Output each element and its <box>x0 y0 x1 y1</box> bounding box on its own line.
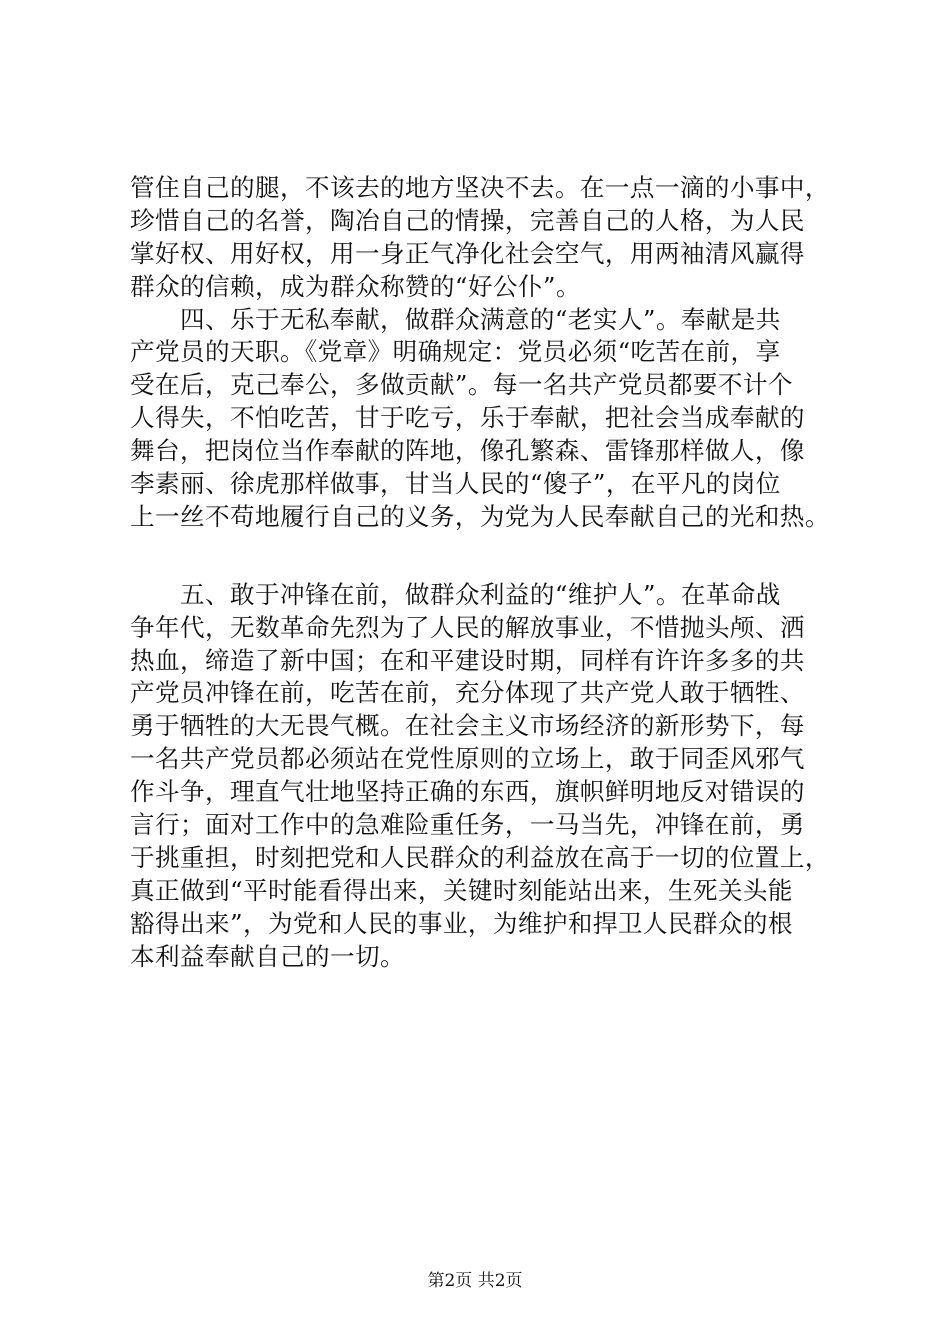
text-line: 珍惜自己的名誉，陶冶自己的情操，完善自己的人格，为人民 <box>130 205 805 235</box>
text-line: 争年代，无数革命先烈为了人民的解放事业，不惜抛头颅、洒 <box>130 612 805 642</box>
text-line: 群众的信赖，成为群众称赞的“好公仆”。 <box>130 271 581 301</box>
text-line: 受在后，克己奉公，多做贡献”。每一名共产党员都要不计个 <box>130 370 793 400</box>
text-line: 作斗争，理直气壮地坚持正确的东西，旗帜鲜明地反对错误的 <box>130 777 805 807</box>
text-line: 于挑重担，时刻把党和人民群众的利益放在高于一切的位置上， <box>130 842 830 872</box>
text-line: 勇于牺牲的大无畏气概。在社会主义市场经济的新形势下，每 <box>130 711 805 741</box>
text-line: 人得失，不怕吃苦，甘于吃亏，乐于奉献，把社会当成奉献的 <box>130 403 805 433</box>
paragraph-1 <box>130 172 834 304</box>
text-line: 言行；面对工作中的急难险重任务，一马当先，冲锋在前，勇 <box>130 810 805 840</box>
text-line: 真正做到“平时能看得出来，关键时刻能站出来，生死关头能 <box>130 875 793 905</box>
text-line: 上一丝不苟地履行自己的义务，为党为人民奉献自己的光和热。 <box>130 501 830 531</box>
text-line: 掌好权、用好权，用一身正气净化社会空气，用两袖清风赢得 <box>130 238 805 268</box>
text-line: 一名共产党员都必须站在党性原则的立场上，敢于同歪风邪气 <box>130 744 805 774</box>
paragraph-3 <box>130 579 834 974</box>
text-line: 热血，缔造了新中国；在和平建设时期，同样有许许多多的共 <box>130 645 805 675</box>
document-body <box>130 172 834 973</box>
text-line: 管住自己的腿，不该去的地方坚决不去。在一点一滴的小事中， <box>130 173 830 202</box>
page-number-footer: 第2页 共2页 <box>427 1271 523 1291</box>
text-line: 产党员冲锋在前，吃苦在前，充分体现了共产党人敢于牺牲、 <box>130 678 805 708</box>
paragraph-gap <box>130 534 834 579</box>
text-line: 产党员的天职。《党章》明确规定：党员必须“吃苦在前，享 <box>130 337 781 367</box>
text-line: 本利益奉献自己的一切。 <box>130 941 405 971</box>
text-line: 五、敢于冲锋在前，做群众利益的“维护人”。在革命战 <box>130 579 781 609</box>
text-line: 李素丽、徐虎那样做事，甘当人民的“傻子”，在平凡的岗位 <box>130 469 781 499</box>
paragraph-2 <box>130 304 834 534</box>
text-line: 四、乐于无私奉献，做群众满意的“老实人”。奉献是共 <box>130 304 781 334</box>
text-line: 舞台，把岗位当作奉献的阵地，像孔繁森、雷锋那样做人，像 <box>130 436 805 466</box>
text-line: 豁得出来”，为党和人民的事业，为维护和捍卫人民群众的根 <box>130 908 793 938</box>
